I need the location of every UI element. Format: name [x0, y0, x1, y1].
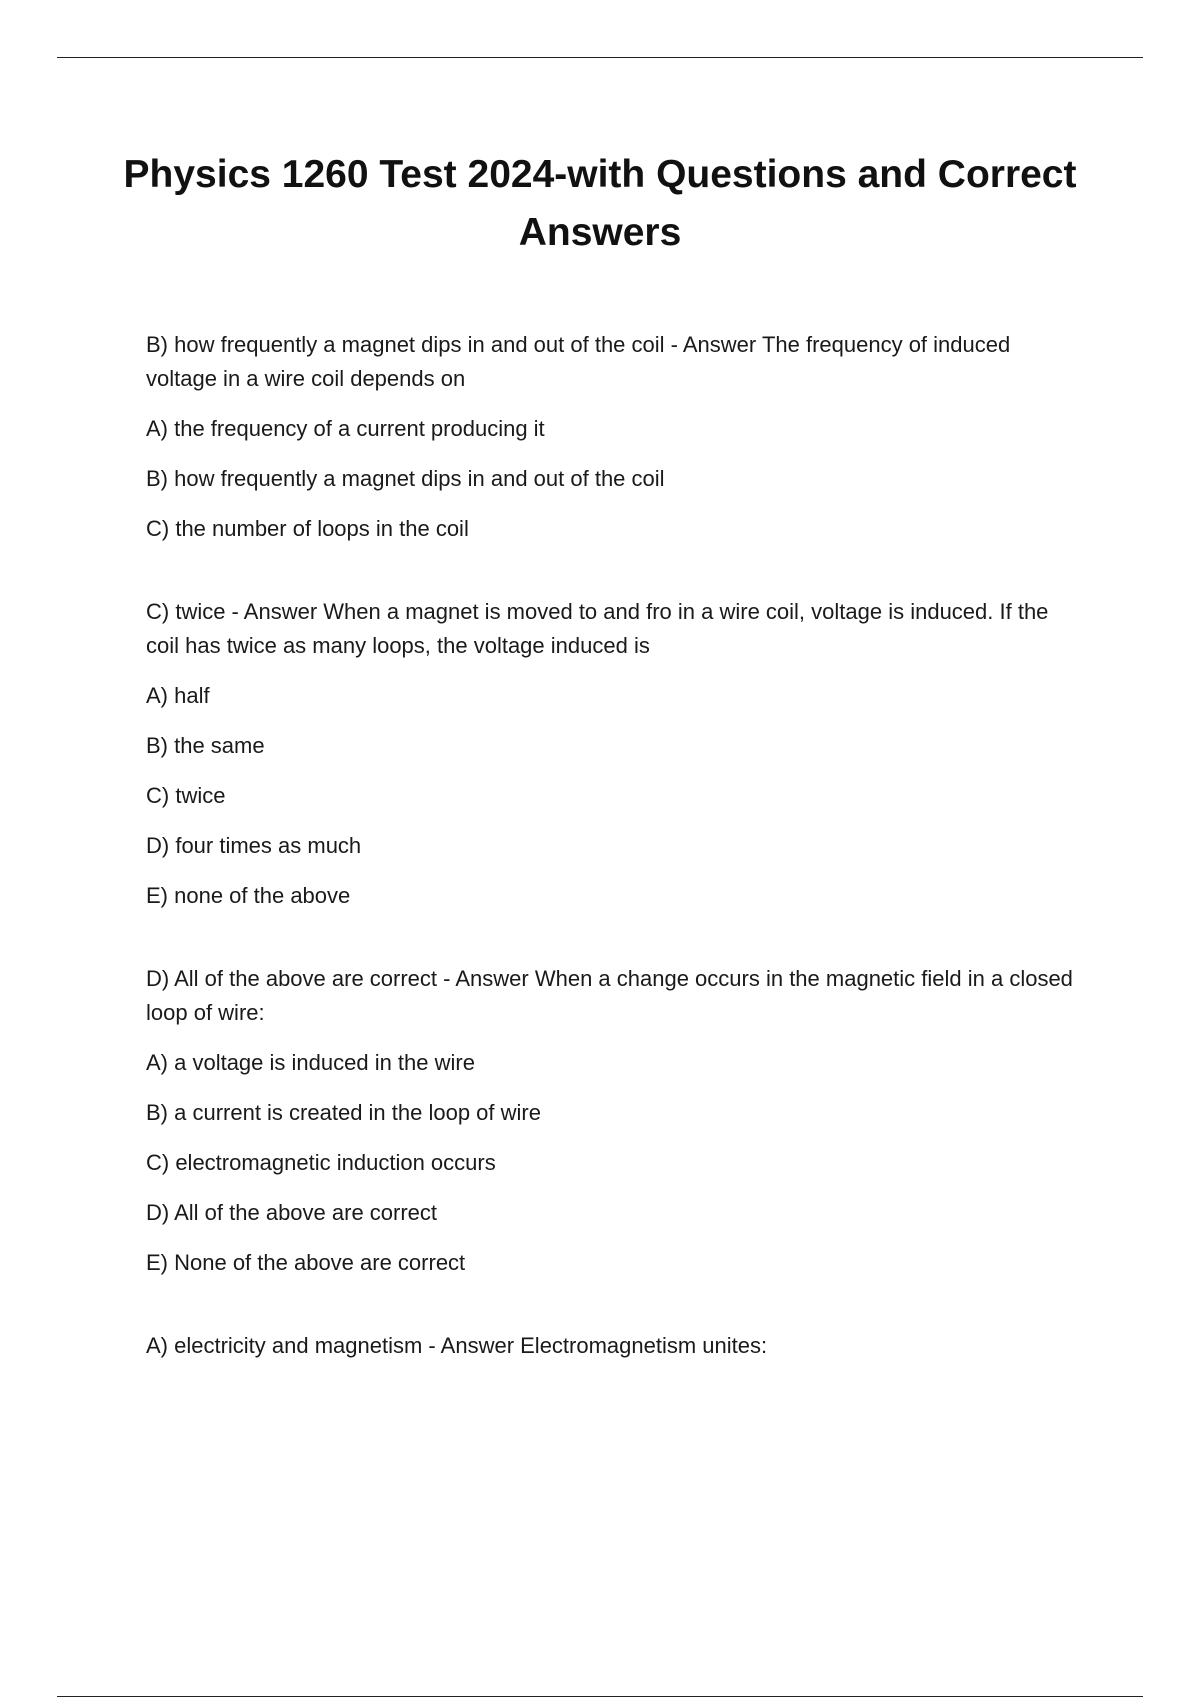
answer-option: C) twice [146, 783, 226, 808]
answer-option: D) four times as much [146, 833, 362, 858]
answer-option: A) a voltage is induced in the wire [146, 1050, 475, 1075]
footer-rule [57, 1696, 1143, 1697]
question-answer-lead: A) electricity and magnetism - Answer Electromagnetism unites: [146, 1333, 768, 1358]
answer-option: B) the same [146, 733, 265, 758]
document-title: Physics 1260 Test 2024-with Questions and Correct Answers [123, 153, 1077, 254]
question-answer-lead: B) how frequently a magnet dips in and out of the coil - Answer The frequency of induced voltage in a wire coil depends on [146, 332, 1011, 391]
question-answer-lead: D) All of the above are correct - Answer When a change occurs in the magnetic field in a closed loop of wire: [146, 966, 1073, 1025]
answer-option: C) electromagnetic induction occurs [146, 1150, 496, 1175]
question-block [146, 1329, 1086, 1363]
answer-option: A) the frequency of a current producing it [146, 416, 545, 441]
question-block [146, 962, 1086, 1280]
answer-option: D) All of the above are correct [146, 1200, 438, 1225]
question-list [146, 328, 1086, 1412]
question-block [146, 595, 1086, 913]
question-block [146, 328, 1086, 546]
header-rule [57, 57, 1143, 58]
question-answer-lead: C) twice - Answer When a magnet is moved to and fro in a wire coil, voltage is induced. If the coil has twice as many loops, the voltage induced is [146, 599, 1049, 658]
answer-option: A) half [146, 683, 210, 708]
answer-option: E) None of the above are correct [146, 1250, 466, 1275]
answer-option: B) a current is created in the loop of wire [146, 1100, 541, 1125]
answer-option: E) none of the above [146, 883, 351, 908]
answer-option: B) how frequently a magnet dips in and out of the coil [146, 466, 665, 491]
answer-option: C) the number of loops in the coil [146, 516, 469, 541]
